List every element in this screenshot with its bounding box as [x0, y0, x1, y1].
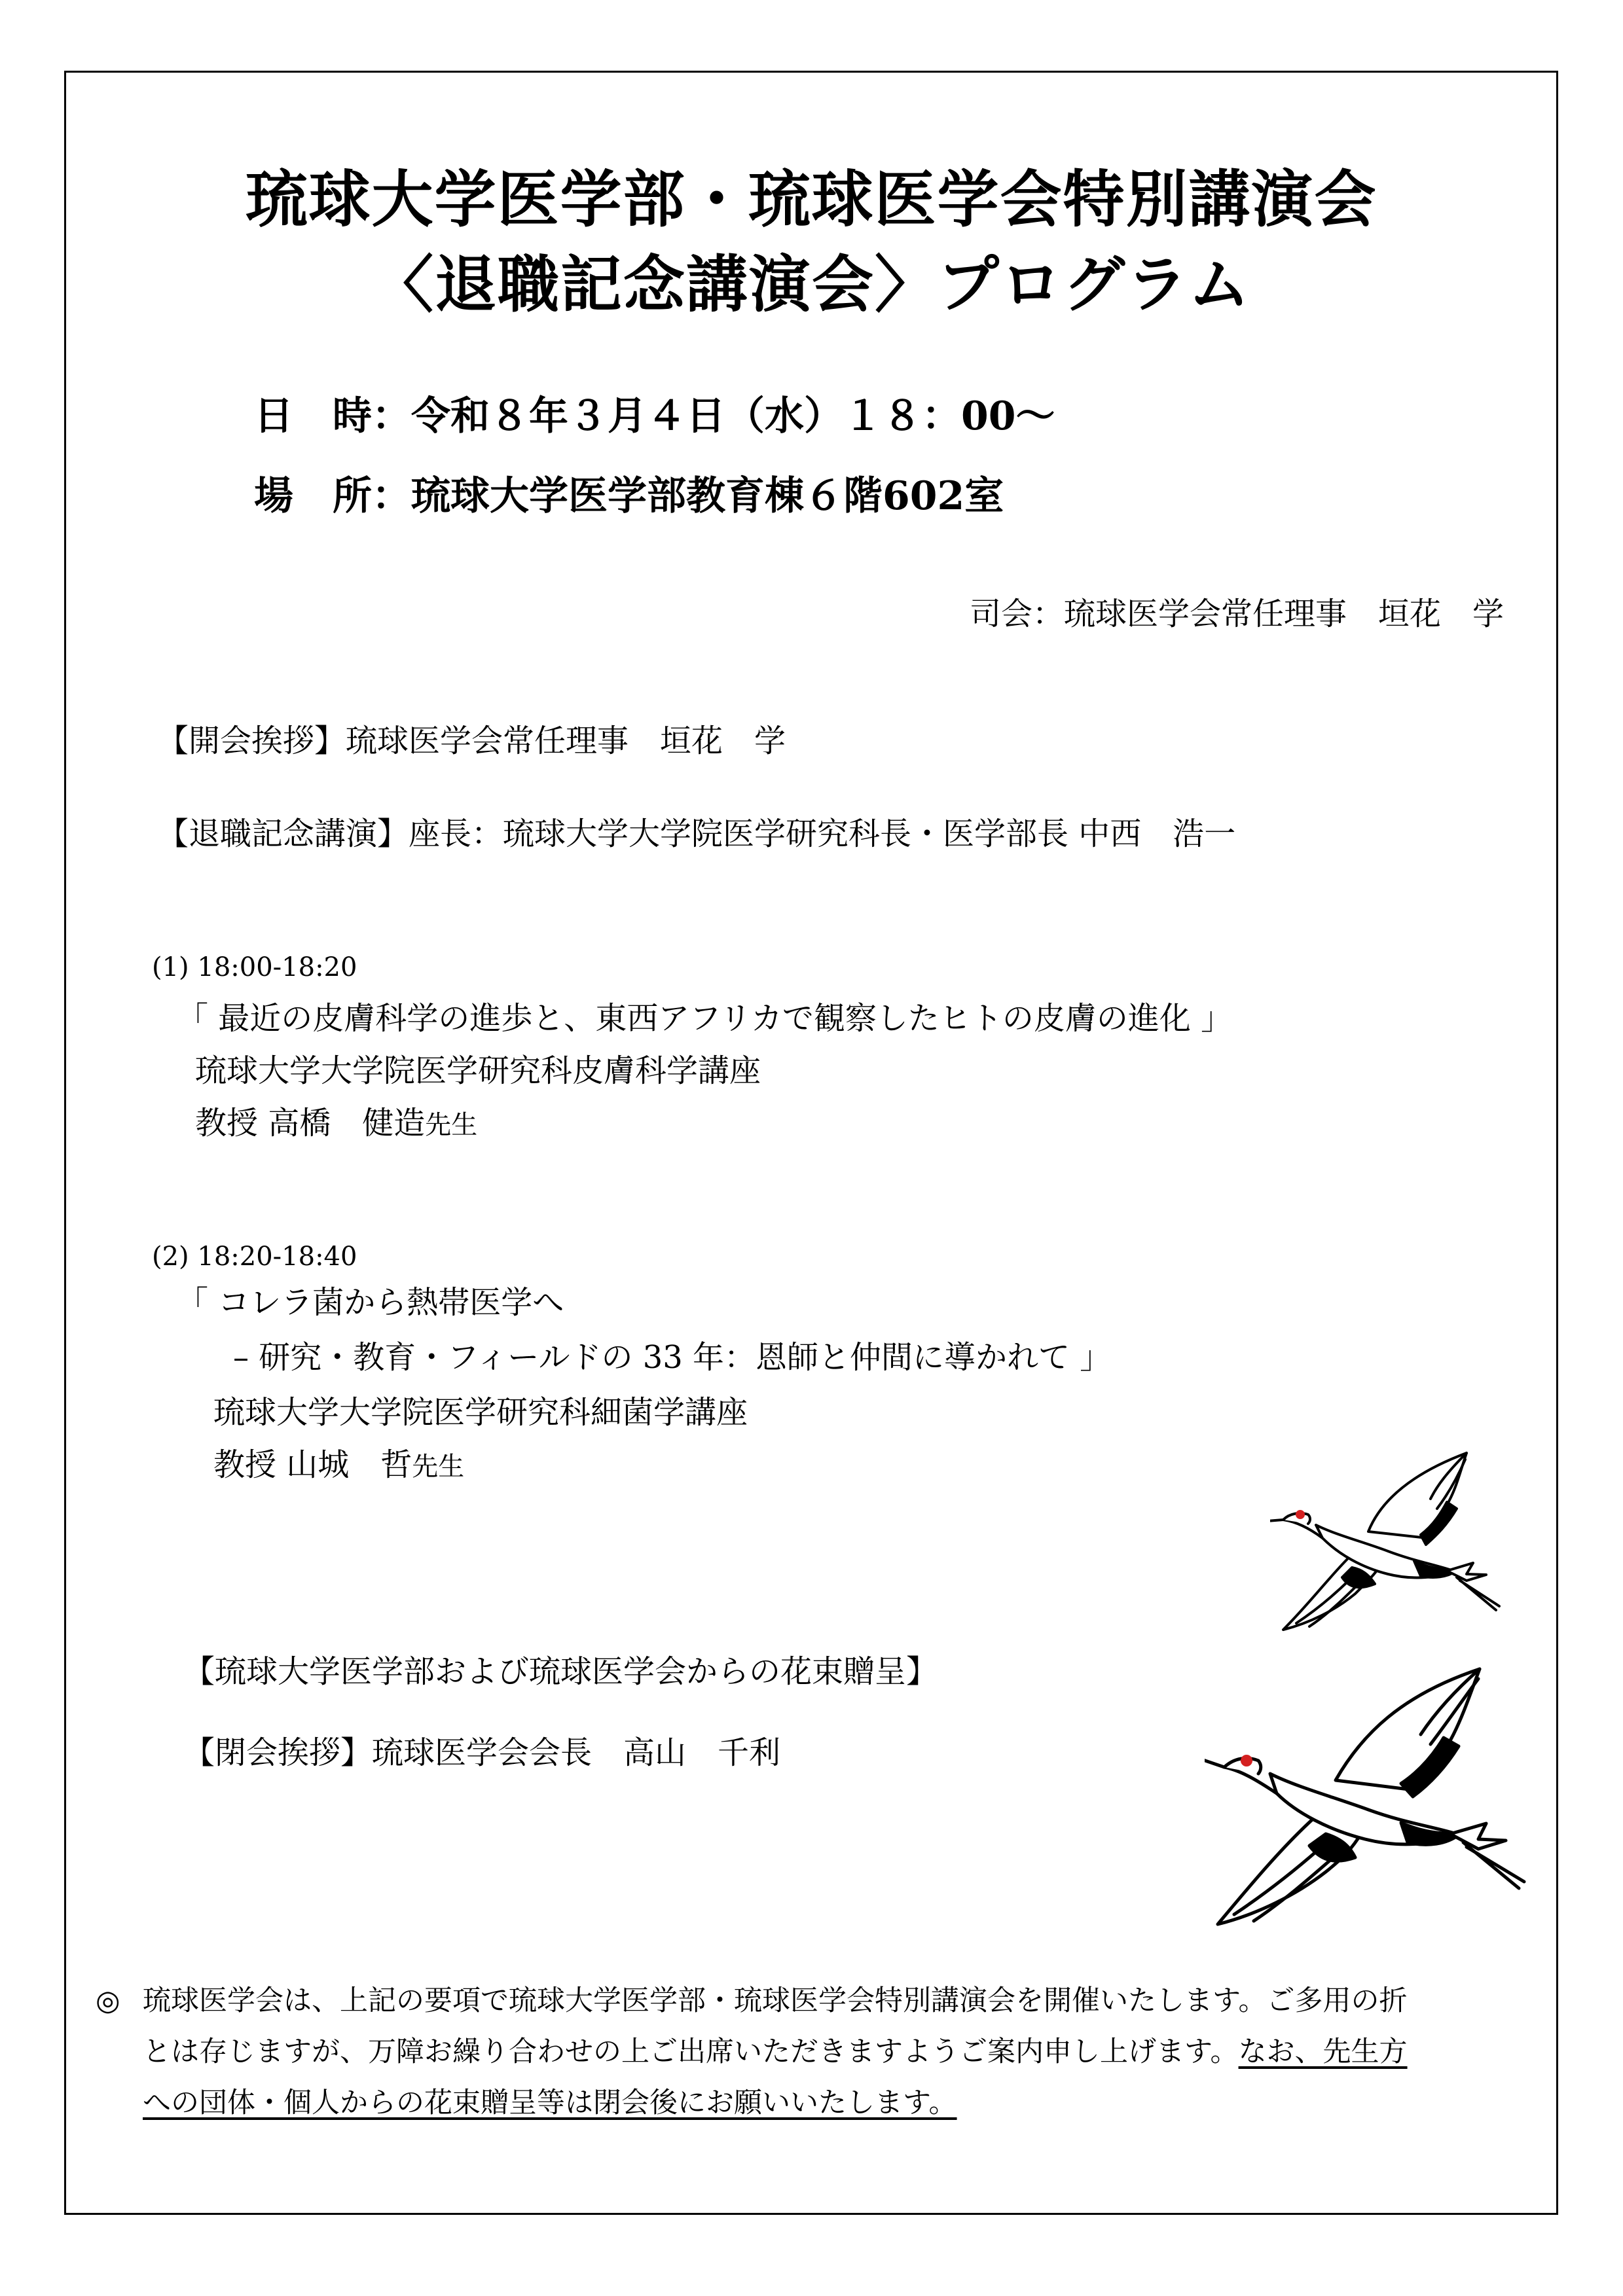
place-value: 琉球大学医学部教育棟６階602室 [411, 473, 1004, 519]
notice-line2-underlined: なお、先生方 [1238, 2036, 1408, 2068]
lecture2-title-line1: 「 コレラ菌から熱帯医学へ [177, 1284, 564, 1321]
lecture1-speaker [195, 1107, 477, 1139]
lecture2-time: (2) 18:20-18:40 [152, 1242, 357, 1272]
lecture1-honorific: 先生 [425, 1110, 478, 1140]
opening-remarks: 【開会挨拶】琉球医学会常任理事 垣花 学 [157, 723, 786, 759]
page-title-line1: 琉球大学医学部・琉球医学会特別講演会 [246, 164, 1377, 236]
lecture2-honorific: 先生 [412, 1452, 465, 1482]
date-row [254, 393, 1055, 439]
lecture1-department: 琉球大学大学院医学研究科皮膚科学講座 [195, 1052, 761, 1089]
crane-large-icon [1205, 1662, 1532, 1937]
lecture2-speaker-name: 教授 山城 哲 [213, 1446, 412, 1483]
notice-mark: ◎ [96, 1984, 120, 2017]
crane-small-crest [1296, 1510, 1305, 1519]
lecture1-title: 「 最近の皮膚科学の進歩と、東西アフリカで観察したヒトの皮膚の進化 」 [177, 1000, 1233, 1037]
page-title-line2: 〈退職記念講演会〉プログラム [371, 249, 1252, 321]
lecture2-speaker [213, 1446, 465, 1483]
date-value: 令和８年３月４日（水）１８：00〜 [411, 393, 1055, 439]
place-label: 場 所： [254, 473, 411, 519]
lecture2-title-line2: – 研究・教育・フィールドの 33 年：恩師と仲間に導かれて 」 [233, 1339, 1112, 1376]
lecture1-time: (1) 18:00-18:20 [152, 952, 357, 982]
notice-line2-text: とは存じますが、万障お繰り合わせの上ご出席いただきますようご案内申し上げます。 [143, 2036, 1239, 2068]
crane-small-icon [1270, 1446, 1506, 1636]
bouquet-presentation: 【琉球大学医学部および琉球医学会からの花束贈呈】 [183, 1653, 938, 1690]
lecture2-department: 琉球大学大学院医学研究科細菌学講座 [213, 1394, 748, 1431]
notice-line1: 琉球医学会は、上記の要項で琉球大学医学部・琉球医学会特別講演会を開催いたします。ご多用の折 [143, 1984, 1408, 2017]
memorial-lecture-header: 【退職記念講演】座長：琉球大学大学院医学研究科長・医学部長 中西 浩一 [157, 816, 1236, 852]
closing-remarks: 【閉会挨拶】琉球医学会会長 高山 千利 [183, 1734, 781, 1771]
notice-line3: への団体・個人からの花束贈呈等は閉会後にお願いいたします。 [143, 2087, 957, 2119]
place-row [254, 473, 1004, 519]
crane-large-crest [1241, 1755, 1252, 1767]
notice-line2 [143, 2038, 1408, 2066]
mc-line: 司会：琉球医学会常任理事 垣花 学 [969, 596, 1504, 632]
lecture1-speaker-name: 教授 高橋 健造 [195, 1105, 426, 1141]
date-label: 日 時： [254, 393, 411, 439]
